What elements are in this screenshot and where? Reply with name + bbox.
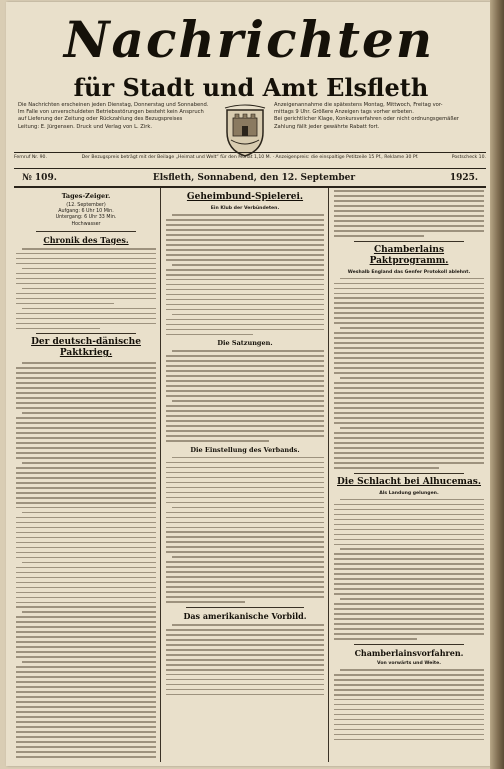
coat-of-arms-icon — [223, 104, 267, 158]
column-right — [334, 190, 484, 760]
article-title: Chamberlainsvorfahren. — [354, 647, 464, 658]
book-binding-edge — [490, 0, 504, 769]
calendar-box — [16, 203, 156, 228]
chronik-text — [16, 248, 156, 329]
separator — [354, 473, 464, 474]
article-subtitle: Weshalb England das Genfer Protokoll ablehnt. — [347, 269, 471, 275]
divider — [14, 186, 486, 188]
article-text — [334, 669, 484, 740]
masthead-right-note: Bei gerichtlicher Klage, Konkursverfahren oder nicht ordnungsgemäßer — [274, 116, 459, 123]
masthead-left-notes — [18, 102, 218, 131]
masthead-left-note: Leitung: E. Jürgensen. Druck und Verlag von L. Zirk. — [18, 123, 153, 130]
article-text — [166, 624, 324, 695]
article-subtitle: Von vorwärts und Weite. — [377, 660, 441, 666]
masthead-title: Nachrichten — [63, 10, 435, 69]
article-title: Geheimbund-Spielerei. — [186, 192, 304, 202]
article-text — [334, 278, 484, 469]
separator — [36, 333, 136, 334]
section-heading: Die Einstellung des Verbands. — [190, 445, 300, 454]
masthead-left-note: Im Falle von unverschuldeten Betriebsstörungen besteht kein Anspruch — [18, 109, 204, 116]
column-divider — [160, 188, 161, 762]
masthead-subtitle: für Stadt und Amt Elsfleth — [73, 73, 429, 102]
dateline — [14, 172, 486, 184]
masthead-left-note: auf Lieferung der Zeitung oder Rückzahlung des Bezugspreises — [18, 116, 183, 123]
issue-number: № 109. — [22, 173, 57, 183]
article-text — [334, 499, 484, 640]
masthead-right-note: mittags 9 Uhr. Größere Anzeigen tags vorher erbeten. — [274, 109, 414, 116]
column-left — [16, 190, 156, 760]
masthead-left-note: Die Nachrichten erscheinen jeden Dienstag, Donnerstag und Sonnabend. — [18, 102, 209, 108]
divider — [14, 168, 486, 169]
article-title: Das amerikanische Vorbild. — [183, 610, 307, 621]
article-title: Der deutsch-dänische Paktkrieg. — [31, 337, 141, 359]
postal-account: Postscheck 10. — [451, 155, 486, 160]
masthead-right-note: Zahlung fällt jeder gewährte Rabatt fort. — [274, 123, 380, 130]
article-title: Die Schlacht bei Alhucemas. — [337, 476, 481, 487]
article-text — [166, 214, 324, 335]
article-subtitle: Ein Klub der Verbündeten. — [210, 206, 280, 211]
section-text — [166, 350, 324, 441]
newspaper-page — [6, 2, 494, 766]
section-text — [166, 457, 324, 603]
article-subtitle: Als Landung gelungen. — [379, 490, 439, 496]
masthead-right-notes — [274, 102, 484, 131]
article-text — [334, 190, 484, 237]
separator — [354, 644, 464, 645]
separator — [36, 231, 136, 232]
column-divider — [328, 188, 329, 762]
article-text — [16, 362, 156, 757]
tide-label: Hochwasser — [71, 221, 101, 227]
sunrise-text: Aufgang: 6 Uhr 10 Min. — [58, 209, 114, 215]
masthead-right-note: Anzeigenannahme die spätestens Montag, Mittwoch, Freitag vor- — [274, 102, 443, 108]
chronik-title: Chronik des Tages. — [43, 234, 129, 245]
divider — [14, 152, 486, 153]
calendar-title: Tages-Zeiger. — [61, 192, 111, 200]
price-text: Der Bezugspreis beträgt mit der Beilage „Heimat und Welt“ für den Monat 1,10 M. · Anzeigenpreis: die einspaltige Petitzeile 15 Pf., Reklame 30 Pf. — [81, 155, 419, 160]
calendar-date: (12. September) — [66, 203, 106, 208]
issue-year: 1925. — [449, 173, 478, 183]
place-and-date: Elsfleth, Sonnabend, den 12. September — [152, 173, 356, 183]
column-middle — [166, 190, 324, 760]
article-title: Chamberlains Paktprogramm. — [369, 244, 449, 266]
separator — [354, 241, 464, 242]
phone-number: Fernruf Nr. 90. — [14, 155, 47, 160]
separator — [186, 607, 304, 608]
section-heading: Die Satzungen. — [217, 339, 273, 348]
sunset-text: Untergang: 6 Uhr 33 Min. — [55, 215, 117, 221]
